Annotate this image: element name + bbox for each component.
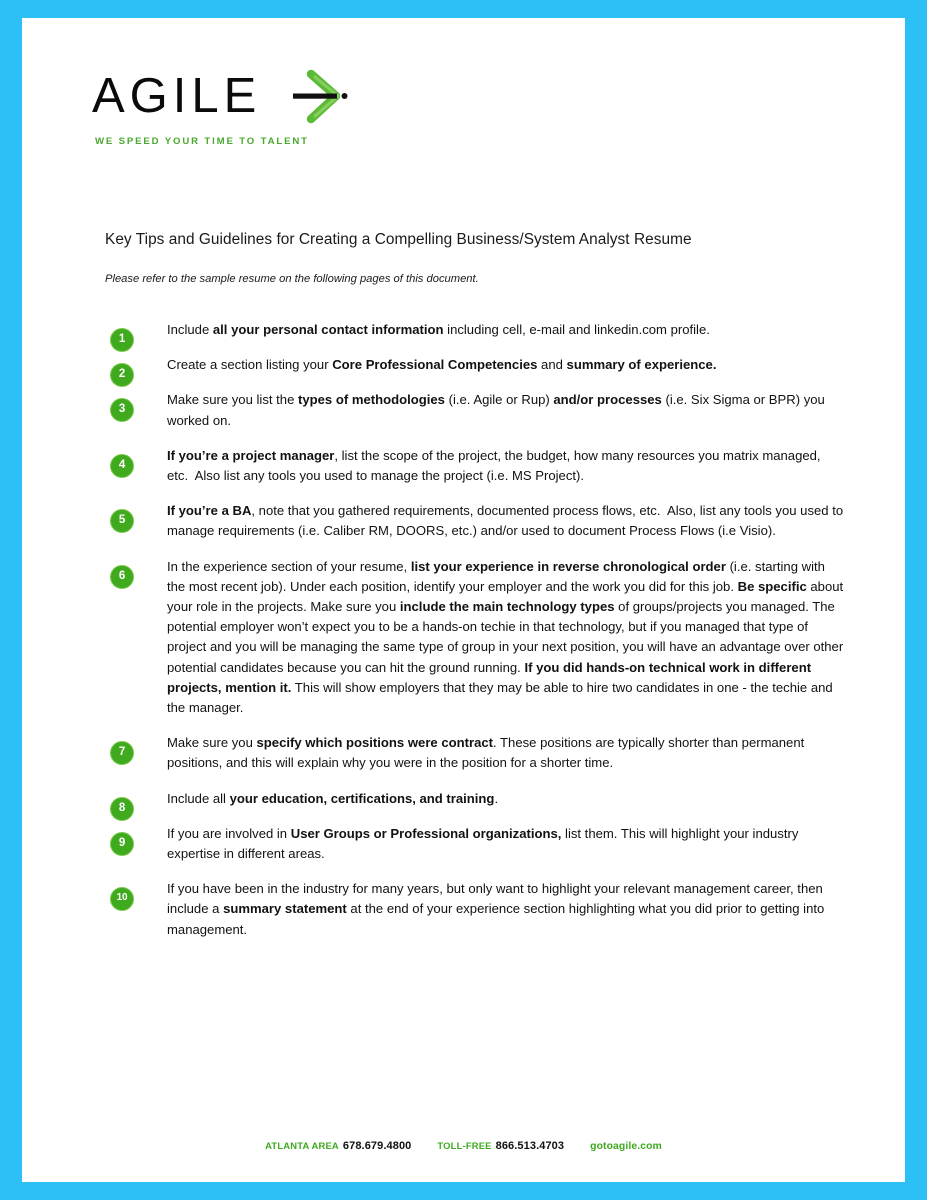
tip-number-badge: 7 xyxy=(110,741,134,765)
page-sheet xyxy=(22,18,905,1182)
website-link[interactable]: gotoagile.com xyxy=(590,1141,662,1152)
tips-list xyxy=(105,320,845,955)
tip-text: If you’re a project manager, list the scope of the project, the budget, how many resources you matrix managed, etc. Also list any tools you used to manage the project (i.e. MS Project). xyxy=(167,447,821,484)
tip-item xyxy=(105,557,845,719)
tip-item xyxy=(105,446,845,486)
footer-contact xyxy=(22,1140,905,1152)
tip-item xyxy=(105,390,845,430)
tip-text: If you are involved in User Groups or Professional organizations, list them. This will highlight your industry expertise in different areas. xyxy=(167,825,799,862)
tip-item xyxy=(105,320,845,345)
tip-number-badge: 5 xyxy=(110,509,134,533)
tip-item xyxy=(105,789,845,814)
agile-logo xyxy=(92,60,412,170)
tip-item xyxy=(105,355,845,381)
tip-text: Create a section listing your Core Professional Competencies and summary of experience. xyxy=(167,357,717,373)
tip-item xyxy=(105,824,845,864)
arrow-chevron-icon xyxy=(289,66,355,128)
tip-number-badge: 1 xyxy=(110,328,134,352)
tollfree-phone: 866.513.4703 xyxy=(495,1140,565,1152)
tollfree-label: TOLL-FREE xyxy=(437,1140,492,1151)
tip-item xyxy=(105,733,845,773)
tip-text: If you’re a BA, note that you gathered requirements, documented process flows, etc. Also, list any tools you used to manage requirements (i.e. Caliber RM, DOORS, etc.) and/or used to document Process Flows (i.e Visio). xyxy=(167,503,844,539)
tip-text: Make sure you list the types of methodologies (i.e. Agile or Rup) and/or processes (i.e. Six Sigma or BPR) you worked on. xyxy=(167,392,825,428)
tip-number-badge: 3 xyxy=(110,398,134,422)
tip-item xyxy=(105,879,845,940)
tip-text: Make sure you specify which positions were contract. These positions are typically shorter than permanent positions, and this will explain why you were in the position for a shorter time. xyxy=(167,735,805,771)
atlanta-phone: 678.679.4800 xyxy=(342,1140,412,1152)
tip-number-badge: 9 xyxy=(110,832,134,856)
tip-text: In the experience section of your resume, list your experience in reverse chronological order (i.e. starting with the most recent job). Under each position, identify your employer and the work you did for this job. Be specific about your role in the projects. Make sure you include the main technology types of groups/projects you managed. The potential employer won’t expect you to be a hands-on techie in that technology, but if you managed that type of project and you will be managing the same type of group in your next position, you will have an advantage over other potential candidates because you can hit the ground running. If you did hands-on technical work in different projects, mention it. This will show employers that they may be able to hire two candidates in one - the techie and the manager. xyxy=(167,558,844,716)
tip-number-badge: 10 xyxy=(110,887,134,911)
tip-number-badge: 4 xyxy=(110,454,134,478)
page-subtitle: Please refer to the sample resume on the following pages of this document. xyxy=(105,273,479,285)
atlanta-label: ATLANTA AREA xyxy=(265,1140,339,1151)
tip-number-badge: 2 xyxy=(110,363,134,387)
tip-text: Include all your education, certifications, and training. xyxy=(167,790,499,806)
tip-text: Include all your personal contact information including cell, e-mail and linkedin.com profile. xyxy=(167,322,710,337)
logo-wordmark: AGILE xyxy=(92,69,262,123)
tip-number-badge: 8 xyxy=(110,797,134,821)
logo-tagline: WE SPEED YOUR TIME TO TALENT xyxy=(95,136,309,147)
tip-item xyxy=(105,501,845,541)
page-title: Key Tips and Guidelines for Creating a Compelling Business/System Analyst Resume xyxy=(105,231,692,248)
tip-number-badge: 6 xyxy=(110,565,134,589)
tip-text: If you have been in the industry for many years, but only want to highlight your relevant management career, then include a summary statement at the end of your experience section highlighting what you did prior to getting into management. xyxy=(167,881,825,937)
